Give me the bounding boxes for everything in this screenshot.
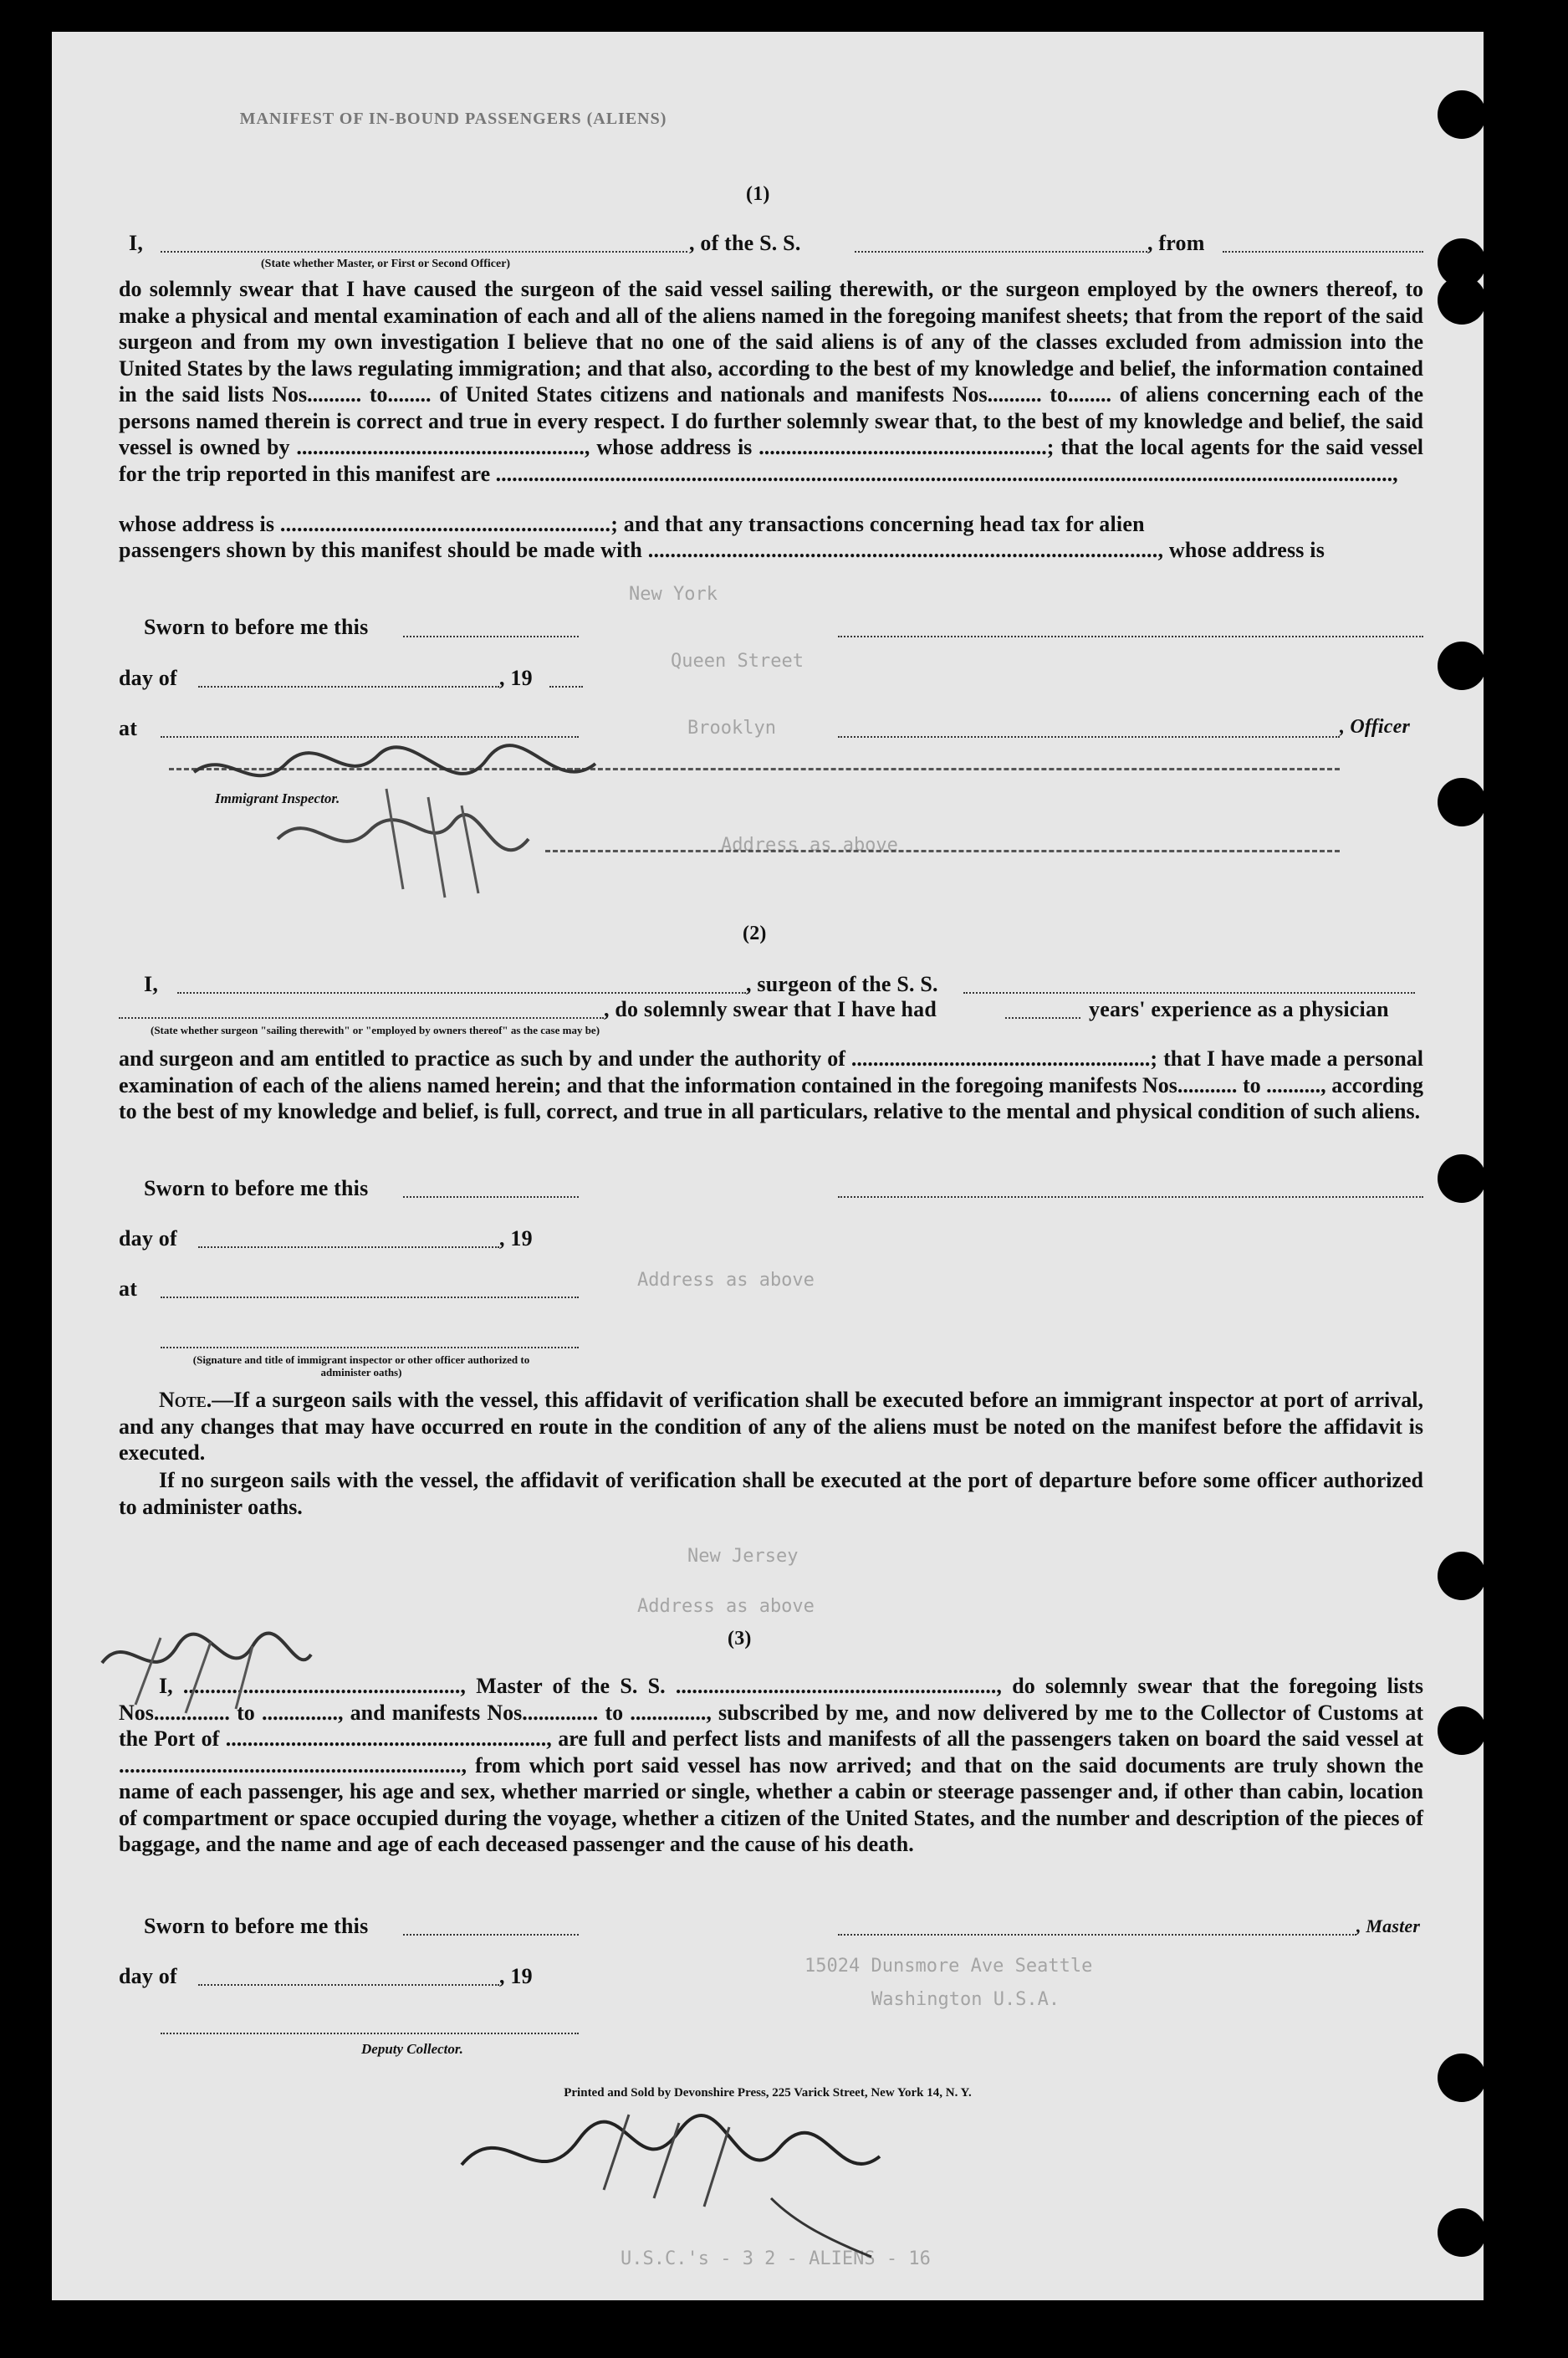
surgeon-type-line	[119, 1017, 604, 1019]
officer-signature-line-a	[838, 636, 1423, 637]
year-label-3: , 19	[499, 1964, 533, 1988]
deputy-signature-line	[161, 2033, 579, 2034]
surgeon-swear: , do solemnly swear that I have had	[604, 997, 937, 1021]
section1-oath-text: do solemnly swear that I have caused the surgeon of the said vessel sailing therewith, or the surgeon employed by the owners thereof, to make a physical and mental examination of each and all of the aliens named in the foregoing manifest sheets; that from the report of the said surgeon and from my own investigation I believe that no one of the said aliens is of any of the classes excluded from admission into the United States by the laws regulating immigration; and that also, according to the best of my knowledge and belief, the information contained in the said lists Nos.......... to........ of United States citizens and nationals and manifests Nos.......... to........ of aliens concerning each of the persons named therein is correct and true in every respect. I do further solemnly swear that, to the best of my knowledge and belief, the said vessel is owned by ....................................................., whose address is .....................................................; that the local agents for the said vessel for the trip reported in this manifest are .....................................................................................................................................................................,	[119, 277, 1423, 486]
year-label-1: , 19	[499, 666, 533, 690]
purser-dash-line	[545, 850, 1340, 852]
section2-oath-text: and surgeon and am entitled to practice as such by and under the authority of .......................................................; that I have made a personal examination of each of the aliens named herein; and that the information contained in the foregoing manifests Nos........... to .........., according to the best of my knowledge and belief, is full, correct, and true in all particulars, relative to the mental and physical condition of such aliens.	[119, 1046, 1423, 1123]
section3-label: (3)	[728, 1628, 752, 1650]
inspector-caption: Immigrant Inspector.	[215, 790, 340, 806]
surgeon-ss-line	[963, 992, 1415, 994]
surgeon-ss-label: , surgeon of the S. S.	[746, 972, 938, 996]
bleedthrough-text-1: New York	[629, 584, 718, 605]
day-line-2	[198, 1246, 499, 1248]
bleedthrough-text-6: New Jersey	[687, 1546, 799, 1567]
officer-name-line	[161, 251, 687, 253]
handwritten-signature-3	[437, 2098, 905, 2265]
day-of-label-1: day of	[119, 666, 177, 690]
at-label-2: at	[119, 1276, 138, 1301]
officer-caption: (State whether Master, or First or Second Officer)	[261, 258, 511, 270]
sworn-line-3	[403, 1934, 579, 1936]
ss-name-line	[855, 251, 1147, 253]
section3-oath-text: I, ..................................................., Master of the S. S. ..........................................................., do solemnly swear that the foregoing lists Nos.............. to .............., and manifests Nos.............. to .............., subscribed by me, and now delivered by me to the Collector of Customs at the Port of ..........................................................., are full and perfect lists and manifests of all the passengers taken on board the said vessel at ..............................................................., from which port said vessel has now arrived; and that on the said documents are truly shown the name of each passenger, his age and sex, whether married or single, whether a cabin or steerage passenger and, if other than cabin, location of compartment or space occupied during the voyage, whether a citizen of the United States, and the number and description of the pieces of baggage, and the name and age of each deceased passenger and the cause of his death.	[119, 1674, 1423, 1856]
inspector-signature-line-2	[161, 1347, 579, 1348]
punch-hole	[1438, 2208, 1486, 2257]
manifest-title: MANIFEST OF IN-BOUND PASSENGERS (ALIENS)	[239, 110, 667, 128]
punch-hole	[1438, 276, 1486, 325]
section1-passengers-line: passengers shown by this manifest should be made with ..........................................................................................., whose address is	[119, 538, 1325, 562]
section2-note	[119, 1387, 1423, 1466]
section1-address-line: whose address is ...........................................................; and that any transactions concerning head tax for alien	[119, 512, 1145, 536]
from-label: , from	[1147, 231, 1205, 255]
bleedthrough-text-4: Address as above	[721, 835, 898, 856]
sworn-label-1: Sworn to before me this	[144, 615, 369, 639]
from-line	[1223, 251, 1423, 253]
year-label-2: , 19	[499, 1226, 533, 1251]
punch-hole	[1438, 90, 1486, 139]
sworn-line-1	[403, 636, 579, 637]
master-signature-line	[838, 1934, 1356, 1936]
years-line	[1005, 1017, 1080, 1019]
years-label: years' experience as a physician	[1089, 997, 1389, 1021]
officer-signature-line-b	[838, 736, 1340, 738]
section1-i: I,	[129, 231, 144, 255]
bleedthrough-text-5: Address as above	[637, 1270, 815, 1291]
day-of-label-2: day of	[119, 1226, 177, 1251]
day-line-1	[198, 686, 499, 688]
punch-hole	[1438, 1552, 1486, 1600]
at-line-1	[161, 736, 579, 738]
note-text: —If a surgeon sails with the vessel, this affidavit of verification shall be executed before an immigrant inspector at port of arrival, and any changes that may have occurred en route in the condition of any of the aliens must be noted on the manifest before the affidavit is executed.	[119, 1388, 1423, 1465]
printer-credit: Printed and Sold by Devonshire Press, 225 Varick Street, New York 14, N. Y.	[564, 2086, 972, 2100]
manifest-page	[52, 32, 1484, 2300]
bleedthrough-text-8: 15024 Dunsmore Ave Seattle	[804, 1956, 1093, 1977]
day-line-3	[198, 1984, 499, 1986]
handwritten-signature-2	[85, 1613, 319, 1738]
punch-hole	[1438, 778, 1486, 826]
day-of-label-3: day of	[119, 1964, 177, 1988]
bleedthrough-text-7: Address as above	[637, 1596, 815, 1617]
punch-hole	[1438, 2054, 1486, 2102]
sworn-label-2: Sworn to before me this	[144, 1176, 369, 1200]
bleedthrough-text-9: Washington U.S.A.	[871, 1989, 1060, 2010]
section2-label: (2)	[743, 923, 767, 944]
handwritten-signature-1	[177, 739, 612, 914]
punch-hole	[1438, 1706, 1486, 1755]
sworn-label-3: Sworn to before me this	[144, 1914, 369, 1938]
inspector-caption-2: (Signature and title of immigrant inspector or other officer authorized to administer oaths)	[192, 1353, 530, 1378]
master-label: , Master	[1356, 1916, 1421, 1936]
year-line-1	[549, 686, 583, 688]
bleedthrough-text-3: Brooklyn	[687, 718, 776, 739]
officer-dash-line	[545, 768, 1340, 770]
surgeon-signature-line	[838, 1196, 1423, 1198]
section2-note2: If no surgeon sails with the vessel, the affidavit of verification shall be executed at the port of departure before some officer authorized to administer oaths.	[119, 1468, 1423, 1519]
sworn-line-2	[403, 1196, 579, 1198]
section1-label: (1)	[746, 183, 770, 205]
punch-hole	[1438, 642, 1486, 690]
at-label-1: at	[119, 716, 138, 740]
bleedthrough-text-2: Queen Street	[671, 651, 804, 672]
bleedthrough-text-10: U.S.C.'s - 3 2 - ALIENS - 16	[621, 2248, 931, 2269]
ss-label: , of the S. S.	[689, 231, 801, 255]
officer-label: , Officer	[1340, 716, 1410, 738]
section2-i: I,	[144, 972, 159, 996]
note-label: Note.	[159, 1388, 212, 1412]
deputy-caption: Deputy Collector.	[361, 2041, 463, 2057]
punch-hole	[1438, 1154, 1486, 1203]
surgeon-caption: (State whether surgeon "sailing therewith" or "employed by owners thereof" as the case may be)	[151, 1024, 600, 1036]
surgeon-name-line	[177, 992, 746, 994]
at-line-2	[161, 1297, 579, 1298]
